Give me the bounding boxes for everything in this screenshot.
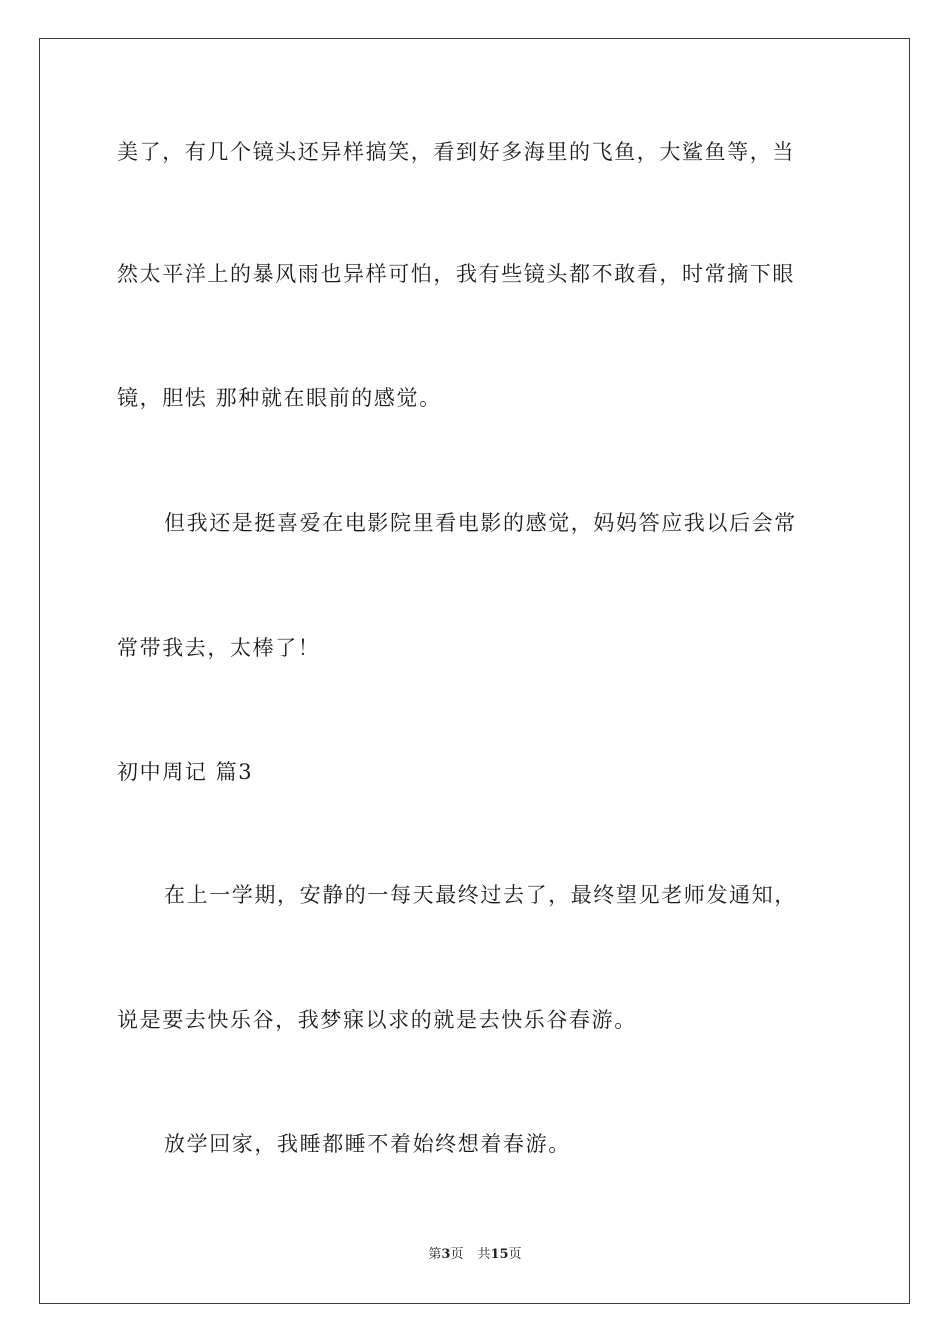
total-suffix: 页 <box>508 1247 522 1262</box>
page-suffix: 页 <box>450 1247 464 1262</box>
paragraph-line-1: 但我还是挺喜爱在电影院里看电影的感觉，妈妈答应我以后会常 <box>164 511 797 535</box>
section-heading: 初中周记 篇3 <box>117 760 254 784</box>
page-border <box>39 38 910 1304</box>
body-line-1: 美了，有几个镜头还异样搞笑，看到好多海里的飞鱼，大鲨鱼等，当 <box>117 140 795 164</box>
body-line-5: 说是要去快乐谷，我梦寐以求的就是去快乐谷春游。 <box>117 1008 637 1032</box>
body-line-2: 然太平洋上的暴风雨也异样可怕，我有些镜头都不敢看，时常摘下眼 <box>117 262 795 286</box>
paragraph-line-3: 放学回家，我睡都睡不着始终想着春游。 <box>164 1132 571 1156</box>
current-page-number: 3 <box>441 1247 451 1262</box>
total-pages-number: 15 <box>490 1247 509 1262</box>
page-footer <box>0 1246 950 1264</box>
body-line-3: 镜，胆怯 那种就在眼前的感觉。 <box>117 386 442 410</box>
total-prefix: 共 <box>477 1247 491 1262</box>
paragraph-line-2: 在上一学期，安静的一每天最终过去了，最终望见老师发通知， <box>164 883 797 907</box>
body-line-4: 常带我去，太棒了！ <box>117 636 321 660</box>
page-prefix: 第 <box>428 1247 442 1262</box>
